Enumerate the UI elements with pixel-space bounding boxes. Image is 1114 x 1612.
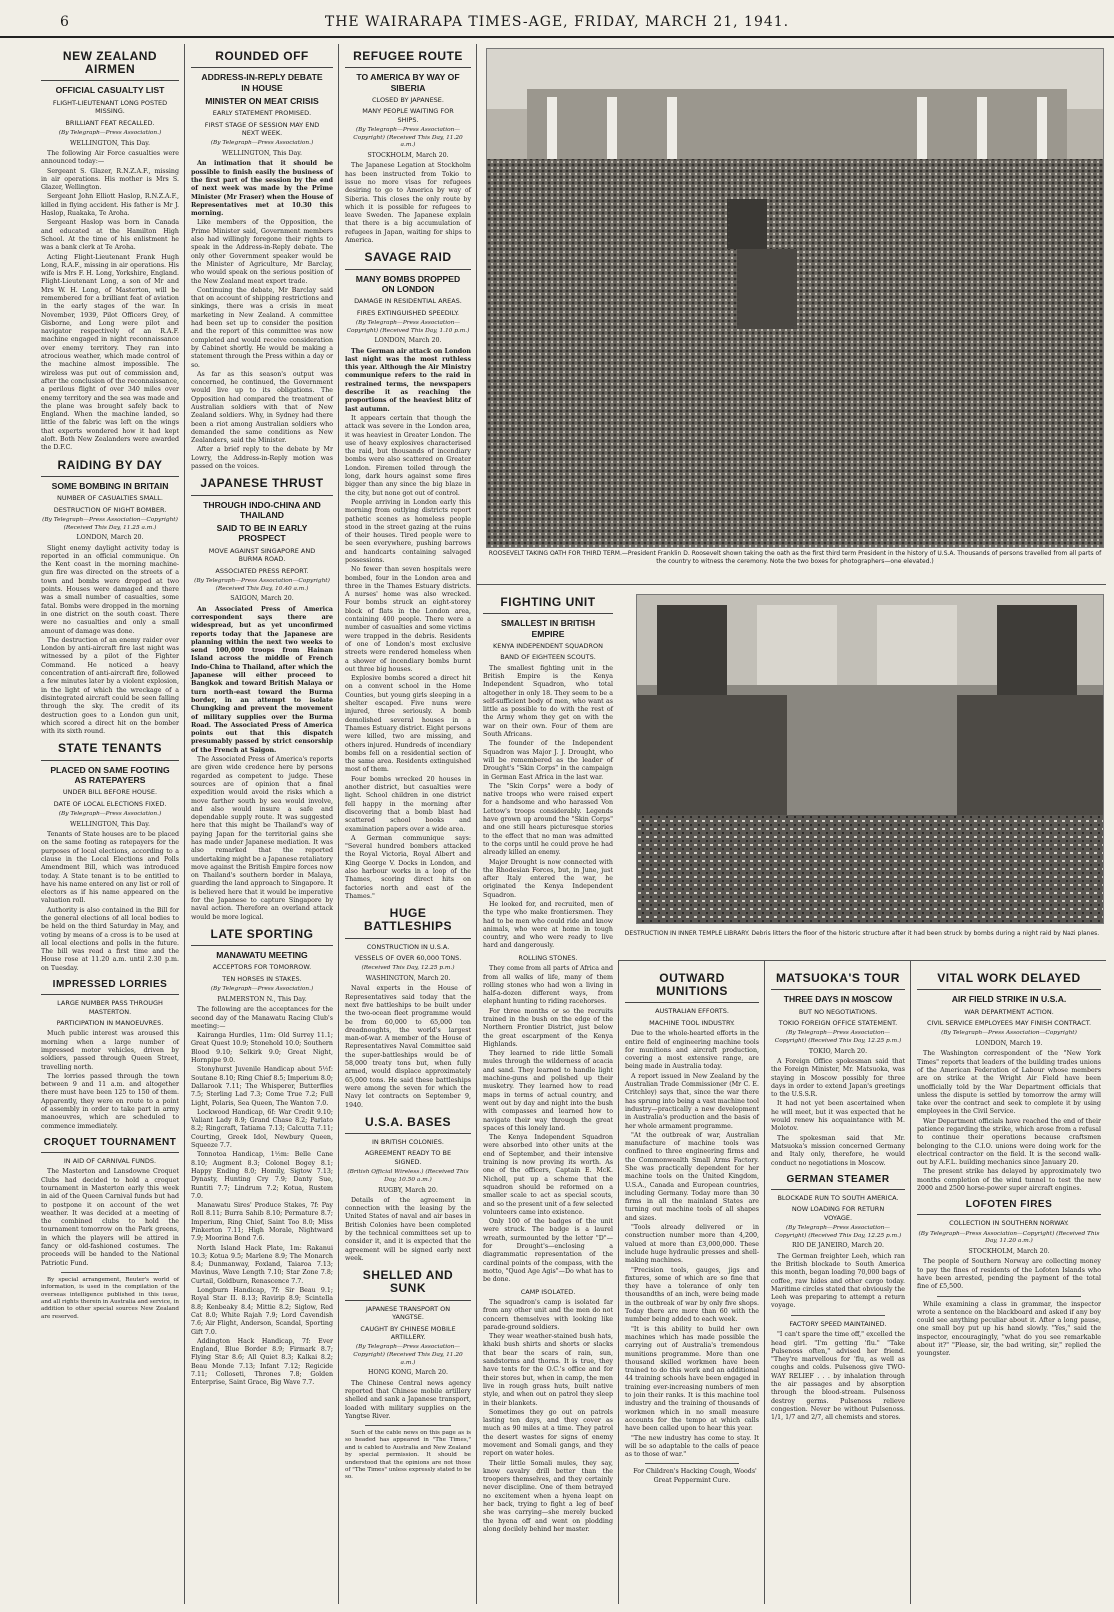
headline-state-tenants: STATE TENANTS	[41, 742, 179, 760]
subhead: SMALLEST IN BRITISH EMPIRE	[500, 618, 596, 639]
subhead: FIRES EXTINGUISHED SPEEDILY.	[356, 308, 460, 317]
paragraph: A report issued in New Zealand by the Australian Trade Commissioner (Mr C. E. Critchley) says that, since the war there has sprung into being a vast machine tool industry—practically a new development in Australia's production and the basis of her whole armament programme.	[625, 1072, 759, 1130]
dateline: WELLINGTON, This Day.	[222, 150, 302, 158]
headline-japanese-thrust: JAPANESE THRUST	[191, 477, 333, 495]
subhead: JAPANESE TRANSPORT ON YANGTSE.	[365, 1304, 451, 1322]
paragraph: Addington Hack Handicap, 7f: Ever England, Blue Border 8.9; Firmark 8.7; Flying Star 8.6; All Quiet 8.3; Kalkai 8.2; Beau Monde 7.13; Infant 7.12; Regicide 7.11; Colloseti, Thrones 7.8; Golden Enterprise, Saint Grace, Big Wave 7.7.	[191, 1337, 333, 1387]
dateline-credit: (By Telegraph—Press Association—Copyright) (Received This Day, 12.25 p.m.)	[774, 1225, 902, 1239]
dateline: RIO DE JANEIRO, March 20.	[791, 1242, 885, 1250]
subhead: SAID TO BE IN EARLY PROSPECT	[216, 523, 308, 544]
paragraph: Lockwood Handicap, 6f: War Credit 9.10; Valiant Lady 8.9; Grand Chase 8.2; Parlato 8.2; Ringcraft, Tatiama 7.13; Calcutta 7.11; Courting, Greek Idol, Newbury Queen, Squeeze 7.7.	[191, 1108, 333, 1150]
dateline: RUGBY, March 20.	[378, 1186, 438, 1194]
photo-caption-temple-library: DESTRUCTION IN INNER TEMPLE LIBRARY. Debris litters the floor of the historic structure after it had been struck by bombs during a night raid by Nazi planes.	[624, 930, 1100, 937]
headline-outward-munitions: OUTWARD MUNITIONS	[625, 972, 759, 1003]
paragraph: After a brief reply to the debate by Mr Lowry, the Address-in-Reply motion was passed on the voices.	[191, 446, 333, 471]
temple-library-photo	[636, 594, 1104, 924]
subhead: UNDER BILL BEFORE HOUSE.	[62, 788, 158, 797]
paragraph: The destruction of an enemy raider over London by anti-aircraft fire last night was witnessed by a pilot of the Fighter Command. He noticed a heavy concentration of anti-aircraft fire, followed a few minutes later by a violent explosion, in the light of which the wreckage of a disintegrated aircraft could be seen falling through the sky. The credit of its destruction goes to a London gun unit, which scored a direct hit on the bomber with its sixth round.	[41, 636, 179, 736]
subhead: MOVE AGAINST SINGAPORE AND BURMA ROAD.	[208, 546, 316, 564]
paragraph: The smallest fighting unit in the British Empire is the Kenya Independent Squadron, who total altogether in only 18. They seem to be a self-sufficient body of men, who want as little as possible to do with the rest of the Army whom they get on with the war on their own. Four of them are South Africans.	[483, 664, 613, 739]
column-6	[766, 966, 910, 1604]
paragraph: Continuing the debate, Mr Barclay said that on account of shipping restrictions and sinkings, there was a crisis in meat marketing in New Zealand. A committee had been set up to consider the position and the report of this committee was now completed and would receive consideration by Cabinet shortly. He would be making a statement through the Press within a day or so.	[191, 286, 333, 369]
dateline-credit: (By Telegraph—Press Association—Copyright) (Received This Day, 11.20 a.m.)	[353, 127, 463, 149]
paragraph: Sergeant S. Glazer, R.N.Z.A.F., missing in air operations. His mother is Mrs S. Glazer, Wellington.	[41, 167, 179, 192]
column-rule	[618, 960, 619, 1604]
times-footnote: Such of the cable news on this page as is so headed has appeared in "The Times," and is cabled to Australia and New Zealand by special permission. It should be understood that the opinions are not those of "The Times" unless expressly stated to be so.	[345, 1430, 471, 1481]
subhead: MANAWATU MEETING	[216, 950, 308, 961]
lead-paragraph: The German air attack on London last night was the most ruthless this year. Although the Air Ministry communique refers to the raid in restrained terms, the newspapers describe it as reaching the proportions of the heaviest blitz of last autumn.	[345, 347, 471, 413]
column-rule	[338, 44, 339, 1604]
paragraph: The Masterton and Lansdowne Croquet Clubs had decided to hold a croquet tournament in Masterton early this week in aid of the Queen Carnival funds but had to postpone it on account of the wet weather. It was decided at a meeting of the combined clubs to hold the tournament tomorrow on the Park greens, in which the players will be attired in fancy or old-fashioned costumes. The proceeds will be handed to the National Patriotic Fund.	[41, 1168, 179, 1267]
paragraph: Explosive bombs scored a direct hit on a convent school in the Home Counties, but young girls sleeping in a shelter escaped. Five nuns were injured, three seriously. A bomb demolished several houses in a Thames Estuary district. Eight persons were killed, two are missing, and others injured. Hundreds of incendiary bombs fell on a residential section of the same area. Residents extinguished most of them.	[345, 675, 471, 774]
headline-rounded-off: ROUNDED OFF	[191, 50, 333, 68]
subhead: FACTORY SPEED MAINTAINED.	[789, 1319, 887, 1328]
paragraph: Much public interest was aroused this morning when a large number of impressed motor vehicles, driven by soldiers, passed through Queen Street, travelling north.	[41, 1030, 179, 1071]
paragraph: Their little Somali mules, they say, know cavalry drill better than the troopers themselves, and they certainly never discipline. One of them betrayed no excitement when a hyena leapt on her back, trying to fight a leg of beef she was carrying—she merely bucked the hyena off and went on plodding along docilely behind her master.	[483, 1459, 613, 1533]
dateline-credit: (By Telegraph—Press Association—Copyright) (Received This Day, 12.25 p.m.)	[774, 1030, 902, 1045]
paragraph: Tenants of State houses are to be placed on the same footing as ratepayers for the purposes of local elections, according to a clause in the Local Elections and Polls Amendment Bill, which was introduced today. A State tenant is to be entitled to have his name entered on any list or roll of electors as if his name appeared on the valuation roll.	[41, 831, 179, 905]
dateline-credit: (By Telegraph—Press Association—Copyright) (Received This Day, 11.20 a.m.)	[353, 1344, 463, 1366]
headline-croquet-tournament: CROQUET TOURNAMENT	[41, 1137, 179, 1153]
subhead: ASSOCIATED PRESS REPORT.	[215, 566, 309, 575]
paragraph: The people of Southern Norway are collecting money to pay the fines of residents of the Lofoten Islands who have been arrested, pending the payment of the total fine of £5,500.	[917, 1258, 1101, 1291]
paragraph: A Foreign Office spokesman said that the Foreign Minister, Mr. Matsuoka, was staying in Moscow possibly for three days in order to extend Japan's greetings to the U.S.S.R.	[771, 1057, 905, 1099]
headline-matsuokas-tour: MATSUOKA'S TOUR	[771, 972, 905, 990]
paragraph: The present strike has delayed by approximately two months completion of the wind tunnel to test the new 2000 and 2500 horse-power super aircraft engines.	[917, 1168, 1101, 1193]
subhead: CIVIL SERVICE EMPLOYEES MAY FINISH CONTRACT.	[926, 1018, 1092, 1027]
paragraph: Tonnotoa Handicap, 1½m: Belle Cane 8.10; Augment 8.3; Colonel Bogey 8.1; Happy Ending 8.0; Homily, Sigtow 7.13; Dynasty, Hunting Cry 7.9; Danty Sue, Runtiti 7.7; Lindrum 7.2; Kotua, Rustem 7.0.	[191, 1151, 333, 1200]
paragraph: Kairanga Hurdles, 11m: Old Surrey 11.1; Great Quest 10.9; Stonehold 10.0; Southern Blood 9.10; Selkirk 9.0; Great Night, Hornpipe 9.0.	[191, 1032, 333, 1065]
dateline-credit: (By Telegraph—Press Association.)	[58, 811, 162, 818]
subhead: FLIGHT-LIEUTENANT LONG POSTED MISSING.	[52, 98, 168, 116]
lead-paragraph: An Associated Press of America correspondent says there are widespread, but as yet unconfirmed reports today that the Japanese are planning within the next two weeks to send 100,000 troops from Hainan Island across the middle of French Indo-China to Thailand, after which the Japanese will either proceed to Bangkok and toward British Malaya or turn north-east toward the Burma border, in an attempt to isolate Chungking and prevent the movement of military supplies over the Burma Road. The Associated Press of America points out that this dispatch presumably passed by strict censorship of the French at Saigon.	[191, 605, 333, 754]
column-rule	[476, 44, 477, 1604]
masthead	[0, 0, 1114, 38]
headline-shelled-and-sunk: SHELLED AND SUNK	[345, 1269, 471, 1300]
subhead: MACHINE TOOL INDUSTRY.	[649, 1018, 735, 1027]
dateline: WELLINGTON, This Day.	[70, 820, 150, 828]
filler-anecdote: While examining a class in grammar, the inspector wrote a sentence on the blackboard and asked if any boy could see anything peculiar about it. After a long pause, one small boy put up his hand slowly. "Yes," said the inspector, encouragingly, "what do you see remarkable about it?" "Please, sir, the bad writing, sir," replied the youngster.	[917, 1300, 1101, 1358]
dateline-credit: (By Telegraph—Press Association—Copyright) (Received This Day, 10.40 a.m.)	[194, 578, 330, 592]
dateline-credit: (By Telegraph—Press Association.)	[210, 986, 314, 993]
paragraph: Stonyhurst Juvenile Handicap about 5½f: Soutane 8.10; Ring Chief 8.5; Imperium 8.0; Dallarook 7.11; The Whisperer, Butterflies 7.5; Sterling Lad 7.3; Come True 7.2; Full Light, Polaris, Sea Queen, The Wanton 7.0.	[191, 1066, 333, 1107]
paragraph: The spokesman said that Mr. Matsuoka's mission concerned Germany and Italy only, therefore, he would conduct no negotiations in Moscow.	[771, 1134, 905, 1167]
column-4	[478, 590, 618, 1604]
dateline-credit: (By Telegraph—Press Association—Copyright) (Received This Day, 11.25 a.m.)	[42, 517, 178, 531]
headline-raiding-by-day: RAIDING BY DAY	[41, 459, 179, 477]
dateline: SAIGON, March 20.	[230, 595, 294, 603]
paragraph: No fewer than seven hospitals were bombed, four in the London area and three in the Thames Estuary districts. A nurses' home was also wrecked. Four bombs struck an eight-storey block of flats in the London area, containing 400 people. There were a number of casualties and some victims were trapped in the debris. Residents of one of London's most exclusive streets were rendered homeless when a shower of incendiary bombs burnt out three big houses.	[345, 566, 471, 673]
subhead: BUT NO NEGOTIATIONS.	[798, 1007, 878, 1016]
subhead: AIR FIELD STRIKE IN U.S.A.	[951, 994, 1067, 1005]
subhead: IN AID OF CARNIVAL FUNDS.	[63, 1156, 157, 1165]
subhead: AGREEMENT READY TO BE SIGNED.	[364, 1149, 452, 1166]
lead-paragraph: An intimation that it should be possible to finish easily the business of the first part of the session by the end of next week was made by the Prime Minister (Mr Fraser) when the House of Representatives met at 10.30 this morning.	[191, 160, 333, 218]
column-rule	[184, 44, 185, 1604]
paragraph: "The new industry has come to stay. It will be so adaptable to the calls of peace as to those of war."	[625, 1434, 759, 1459]
headline-huge-battleships: HUGE BATTLESHIPS	[345, 907, 471, 938]
column-rule	[910, 960, 911, 1604]
paragraph: The lorries passed through the town between 9 and 11 a.m. and altogether there must have been 125 to 150 of them. Apparently, they were en route to a point of assembly in order to take part in army manoeuvres, which are scheduled to commence immediately.	[41, 1072, 179, 1130]
paragraph: "It is this ability to build her own machines which has made possible the carrying out of Australia's tremendous munitions programme. More than one thousand skilled workmen have been trained to do this work and an additional 44 training schools have been engaged in training ever-increasing numbers of men to join their ranks. It is this machine tool industry and the training of thousands of workmen which in no small measure accounts for the tempo at which calls have been called upon to hear this year.	[625, 1325, 759, 1433]
subhead: ROLLING STONES.	[518, 953, 578, 962]
subhead: CLOSED BY JAPANESE.	[372, 95, 444, 104]
paragraph: For three months or so the recruits trained in the bush on the edge of the Northern Frontier District, just below the great escarpment of the Kenya Highlands.	[483, 1007, 613, 1048]
headline-lofoten-fires: LOFOTEN FIRES	[917, 1199, 1101, 1215]
paragraph: Due to the whole-hearted efforts in the entire field of engineering machine tools for munitions and aircraft production, covering a most extensive range, are being made in Australia today.	[625, 1030, 759, 1071]
paragraph: It appears certain that though the attack was severe in the London area, it was heaviest in Greater London. The use of heavy explosives characterised the raid, but thousands of incendiary bombs were also scattered on Greater London. Firemen toiled through the long, dark hours against some fires bigger than any since the big blaze in the city, but none got out of control.	[345, 414, 471, 497]
column-2	[186, 44, 338, 1604]
subhead: CAMP ISOLATED.	[520, 1287, 576, 1296]
subhead: MANY PEOPLE WAITING FOR SHIPS.	[362, 107, 454, 124]
paragraph: Sergeant John Elliott Haslop, R.N.Z.A.F., killed in flying accident. His father is Mr J. Haslop, Ruakaka, Te Aroha.	[41, 193, 179, 218]
subhead: COLLECTION IN SOUTHERN NORWAY.	[949, 1219, 1069, 1228]
subhead: PLACED ON SAME FOOTING AS RATEPAYERS	[50, 764, 170, 785]
subhead: TOKIO FOREIGN OFFICE STATEMENT.	[778, 1018, 898, 1027]
column-5	[620, 966, 764, 1604]
advertisement-paragraph: "I can't spare the time off," excelled the head girl. "I'm getting 'flu." "Take Pulsenoss often," advised her friend. "They're marvellous for 'flu, as well as coughs and colds. Pulsenoss give TWO-WAY RELIEF . . . by inhalation through the air passages and by absorption through the blood-stream. Pulsenoss destroy germs. Pulsenoss relieve congestion. Never be without Pulsenoss. 1/1, 1/7 and 2/7, all chemists and stores.	[771, 1331, 905, 1422]
subhead: EARLY STATEMENT PROMISED.	[212, 109, 312, 118]
divider	[645, 1463, 739, 1464]
paragraph: The Chinese Central news agency reported that Chinese mobile artillery shelled and sank a Japanese transport, loaded with military supplies on the Yangtse River.	[345, 1379, 471, 1420]
paragraph: Slight enemy daylight activity today is reported in an official communique. On the Kent coast in the morning machine-gun fire was directed on the streets of a town and bombs were dropped at two points. Houses were damaged and there was a small number of casualties, some fatal. Bombs were dropped in the morning in one district on the south coast. There were no casualties and only a small amount of damage was done.	[41, 544, 179, 635]
divider	[791, 1315, 885, 1316]
dateline-credit: (By Telegraph—Press Association—Copyright) (Received This Day, 11.20 a.m.)	[918, 1230, 1100, 1245]
subhead: PARTICIPATION IN MANOEUVRES.	[56, 1018, 164, 1027]
divider	[61, 1272, 159, 1273]
subhead: AUSTRALIAN EFFORTS.	[655, 1007, 729, 1016]
dateline: STOCKHOLM, March 20.	[367, 152, 449, 160]
subhead: IN BRITISH COLONIES.	[372, 1138, 444, 1146]
paragraph: The following are the acceptances for the second day of the Manawatu Racing Club's meeting:—	[191, 1006, 333, 1030]
newspaper-title: THE WAIRARAPA TIMES-AGE, FRIDAY, MARCH 21, 1941.	[324, 14, 790, 30]
subhead: LARGE NUMBER PASS THROUGH MASTERTON.	[57, 999, 163, 1016]
divider	[937, 1296, 1081, 1297]
paragraph: Manawatu Sires' Produce Stakes, 7f: Pay Roll 8.11; Burra Sahib 8.10; Permature 8.7; Imperium, Ring Chief, Saint Too 8.0; Miss Pinkerton 7.11; High Morale, Nightward 7.9; Moorina Bond 7.6.	[191, 1202, 333, 1243]
paragraph: The Kenya Independent Squadron were absorbed into other units at the end of September, and their intensive training is now proving its worth. As one of the officers, Captain E. McK. Nicholl, put up a scheme that the squadron should be reformed on a smaller scale to act as special scouts, and so the present unit of a few selected volunteers came into existence.	[483, 1134, 613, 1216]
paragraph: The founder of the Independent Squadron was Major J. J. Drought, who will be remembered as the leader of Drought's "Skin Corps" in the campaign in German East Africa in the last war.	[483, 740, 613, 781]
dateline: TOKIO, March 20.	[808, 1047, 868, 1055]
photo-caption-roosevelt: ROOSEVELT TAKING OATH FOR THIRD TERM.—President Franklin D. Roosevelt shown taking the oath as the first third term President in the history of U.S.A. Thousands of persons travelled from all parts of the country to witness the ceremony. Note the two boxes for photographers—one elevated.)	[488, 550, 1102, 565]
subhead: TEN HORSES IN STAKES.	[222, 974, 302, 983]
page-number: 6	[60, 14, 69, 30]
subhead: KENYA INDEPENDENT SQUADRON	[493, 641, 603, 650]
paragraph: "At the outbreak of war, Australian manufacture of machine tools was confined to three engineering firms and the Commonwealth Small Arms Factory. She was practically dependent for her machine tools on the United Kingdom, U.S.A., Canada and European countries, including Germany. Today more than 30 firms in all the mainland States are turning out machine tools of all shapes and sizes.	[625, 1131, 759, 1222]
roosevelt-inauguration-photo	[486, 48, 1104, 548]
headline-german-steamer: GERMAN STEAMER	[771, 1174, 905, 1190]
paragraph: Longburn Handicap, 7f: Sir Beau 9.1; Royal Star II. 8.13; Ravirip 8.9; Scintella 8.8; Kenbeaky 8.4; Mittie 8.2; Siglow, Red Cat 8.0; White Rajah 7.9; Lord Cavendish 7.6; Air Flight, Anderson, Scandal, Sporting Gift 7.0.	[191, 1287, 333, 1336]
subhead: FIRST STAGE OF SESSION MAY END NEXT WEEK.	[204, 120, 320, 137]
paragraph: A German communique says: "Several hundred bombers attacked the Royal Victoria, Royal Albert and King George V. Docks in London, and also harbour works in a loop of the Thames, scoring direct hits on factories north and east of the Thames."	[345, 834, 471, 900]
paragraph: "Precision tools, gauges, jigs and fixtures, some of which are so fine that they have a tolerance of only ten thousandths of an inch, were being made in the outbreak of war by only five shops. Today there are more than 60 with the number being added to each week.	[625, 1266, 759, 1324]
dateline: LONDON, March 20.	[76, 534, 144, 542]
subhead: SOME BOMBING IN BRITAIN	[51, 480, 169, 491]
section-rule	[476, 584, 1106, 585]
subhead: VESSELS OF OVER 60,000 TONS.	[354, 953, 462, 962]
paragraph: He looked for, and recruited, men of the type who make frontiersmen. They had to be men who could ride and know animals, who were at home in tough country, and who were ready to live hard and dangerously.	[483, 901, 613, 950]
dateline-credit: (British Official Wireless.) (Received This Day, 10.50 a.m.)	[347, 1169, 469, 1183]
subhead: ACCEPTORS FOR TOMORROW.	[212, 963, 312, 972]
paragraph: Major Drought is now connected with the Rhodesian Forces, but, in June, just after Italy entered the war, he originated the Kenya Independent Squadron.	[483, 858, 613, 899]
subhead: WAR DEPARTMENT ACTION.	[964, 1007, 1054, 1016]
dateline: WELLINGTON, This Day.	[70, 139, 150, 147]
dateline: HONG KONG, March 20.	[367, 1369, 449, 1377]
dateline: LONDON, March 20.	[374, 337, 442, 345]
headline-nz-airmen: NEW ZEALAND AIRMEN	[41, 50, 179, 81]
library-ruins-illustration	[637, 595, 1104, 924]
paragraph: War Department officials have reached the end of their patience regarding the strike, which arose from a refusal to continue their operations because craftsmen belonging to the C.I.O. unions were doing work for the electrical contractor on the field. It is the second walk-out by A.F.L. building mechanics since January 20.	[917, 1117, 1101, 1167]
subhead: BLOCKADE RUN TO SOUTH AMERICA.	[777, 1193, 899, 1202]
column-7	[912, 966, 1106, 1604]
subhead: OFFICIAL CASUALTY LIST	[55, 85, 165, 96]
subhead: BRILLIANT FEAT RECALLED.	[65, 118, 155, 127]
paragraph: Acting Flight-Lieutenant Frank Hugh Long, R.A.F., missing in air operations. His wife is Mrs F. H. Long, Yorkshire, England. Flight-Lieutenant Long, a son of Mr and Mrs W. H. Long, of Masterton, will be remembered for a brilliant feat of aviation in the early stages of the war. In November, 1939, Pilot Officers Grey, of Gisborne, and Long were pilot and navigator respectively of an R.A.F. machine engaged in night reconnaissance over enemy territory. They ran into atrocious weather, which made control of the machine almost impossible. The wireless was put out of commission and, after the conclusion of the reconnaissance, a perilous flight of over 340 miles over enemy territory and the sea was made and the plane was brought safely back to England. When the machine landed, so little of the fabric was left on the wings that experts wondered how it had kept aloft. Both New Zealanders were awarded the D.F.C.	[41, 253, 179, 452]
paragraph: Only 100 of the badges of the unit were struck. The badge is a laurel wreath, surmounted by the letter "D"—for Drought's—enclosing a diagrammatic representation of the cardinal points of the compass, with the motto, "Quod Age Agis"—Do what has to be done.	[483, 1218, 613, 1284]
paragraph: The German freighter Leeh, which ran the British blockade to South America this month, began loading 70,000 bags of coffee, raw hides and other cargo today. Maritime circles stated that obviously the Leeh was preparing to attempt a return voyage.	[771, 1252, 905, 1310]
subhead: DAMAGE IN RESIDENTIAL AREAS.	[354, 297, 462, 306]
column-3	[340, 44, 476, 1604]
subhead: TO AMERICA BY WAY OF SIBERIA	[356, 72, 460, 93]
subhead: NUMBER OF CASUALTIES SMALL.	[56, 494, 163, 503]
paragraph: Four bombs wrecked 20 houses in another district, but casualties were light. School children in one district fell happy in the morning after discovering that a bomb blast had scattered school books and examination papers over a wide area.	[345, 775, 471, 833]
paragraph: The Associated Press of America's reports are given wide credence here by persons regarded as competent to judge. These sources are of opinion that a final expedition would avoid the risks which a move farther south by sea would involve, and also would insure a safe and dependable supply route. It was suggested here that this might be Thailand's way of paying Japan for the territorial gains she has made under Japanese mediation. It was also remarked that the reported undertaking might be a Japanese retaliatory move against the British Empire forces now on Thailand's southern border in Malaya, guarding the land approach to Singapore. It is believed here that it would be imperative for the Japanese to capture Singapore by naval action. Therefore an overland attack would be more logical.	[191, 756, 333, 921]
subhead: CAUGHT BY CHINESE MOBILE ARTILLERY.	[360, 1324, 456, 1341]
subhead: MINISTER ON MEAT CRISIS	[205, 95, 319, 106]
section-rule	[618, 960, 1106, 961]
paragraph: Authority is also contained in the Bill for the general elections of all local bodies to be held on the third Saturday in May, and voting by means of a cross is to be used at all local elections and polls in the future. The bill was read a first time and the House rose at 11.20 a.m. until 2.30 p.m. on Tuesday.	[41, 906, 179, 972]
dateline-credit: (By Telegraph—Press Association—Copyright)	[941, 1030, 1077, 1037]
dateline-credit: (By Telegraph—Press Association—Copyright) (Received This Day, 1.10 p.m.)	[346, 320, 470, 334]
paragraph: "Tools already delivered or in construction number more than 4,200, valued at more than £3,000,000. These include huge hydraulic presses and shell-making machines.	[625, 1224, 759, 1265]
paragraph: Like members of the Opposition, the Prime Minister said, Government members also had willingly foregone their rights to speak in the Address-in-Reply debate. The only other Government speaker would be the Minister of Agriculture, Mr Barclay, who would speak on the serious position of the New Zealand meat export trade.	[191, 219, 333, 285]
paragraph: They come from all parts of Africa and from all walks of life, many of them rolling stones who had won a living in half-a-dozen different ways, from elephant hunting to riding racehorses.	[483, 965, 613, 1006]
paragraph: Sergeant Haslop was born in Canada and educated at the Hamilton High School. At the time of his enlistment he was a bank clerk at Te Aroha.	[41, 219, 179, 252]
divider	[365, 1425, 451, 1426]
headline-refugee-route: REFUGEE ROUTE	[345, 50, 471, 68]
paragraph: They learned to ride little Somali mules through the wilderness of acacia and sand. They learned to handle light machine-guns and polished up their musketry. They learned how to read maps in terms of actual country, and went out by day and night into the bush with compasses and learned how to navigate their way through the great spaces of this lonely land.	[483, 1050, 613, 1132]
dateline-credit: (By Telegraph—Press Association.)	[58, 130, 162, 136]
dateline: WASHINGTON, March 20.	[365, 975, 451, 983]
paragraph: It had not yet been ascertained when he will meet, but it was expected that he would renew his acquaintance with M. Molotov.	[771, 1100, 905, 1133]
advertisement: For Children's Hacking Cough, Woods' Great Peppermint Cure.	[633, 1468, 757, 1484]
dateline-credit: (By Telegraph—Press Association.)	[210, 140, 314, 147]
subhead: MANY BOMBS DROPPED ON LONDON	[355, 273, 461, 294]
dateline: STOCKHOLM, March 20.	[968, 1248, 1050, 1256]
column-rule	[764, 960, 765, 1604]
subhead: NOW LOADING FOR RETURN VOYAGE.	[791, 1205, 885, 1222]
subhead: DESTRUCTION OF NIGHT BOMBER.	[53, 505, 167, 514]
paragraph: North Island Hack Plate, 1m: Rakanui 10.3; Kotua 9.5; Marlene 8.9; The Monarch 8.4; Dunmanway, Foxland, Taiaroa 7.13; Mavinus, Wave Length 7.10; Star Zone 7.8; Curtail, Goldburn, Renascence 7.7.	[191, 1244, 333, 1285]
column-1	[36, 44, 184, 1604]
headline-vital-work-delayed: VITAL WORK DELAYED	[917, 972, 1101, 990]
subhead: CONSTRUCTION IN U.S.A.	[366, 942, 450, 951]
subhead: ADDRESS-IN-REPLY DEBATE IN HOUSE	[201, 72, 323, 93]
paragraph: The Japanese Legation at Stockholm has been instructed from Tokio to issue no more visas for refugees desiring to go to America by way of Siberia. This closes the only route by which it is possible for refugees to leave Sweden. The Japanese explain that there is a big accumulation of refugees in Japan, waiting for ships to America.	[345, 162, 471, 245]
dateline: PALMERSTON N., This Day.	[217, 995, 307, 1003]
dateline-credit: (Received This Day, 12.25 p.m.)	[361, 965, 455, 972]
subhead: THREE DAYS IN MOSCOW	[783, 994, 893, 1005]
paragraph: As far as this season's output was concerned, he continued, the Government would live up to its obligations. The Opposition had compared the treatment of Australian soldiers with that of New Zealand soldiers. Why, in Sydney had there been a riot among Australian soldiers who demanded the same conditions as New Zealanders, said the Minister.	[191, 370, 333, 445]
reuters-footnote: By special arrangement, Reuter's world of information, is used in the compilation of the overseas intelligence published in this issue, and all rights therein in Australia and service, in addition to other special sources New Zealand are reserved.	[41, 1276, 179, 1320]
crowd-photo-illustration	[487, 49, 1104, 548]
subhead: THROUGH INDO-CHINA AND THAILAND	[203, 499, 321, 520]
subhead: BAND OF EIGHTEEN SCOUTS.	[500, 653, 596, 662]
paragraph: People arriving in London early this morning from outlying districts report pathetic scenes as homeless people stood in the street gazing at the ruins of their houses. Tired people were to be seen everywhere, pushing barrows and handcarts containing salvaged possessions.	[345, 498, 471, 564]
headline-late-sporting: LATE SPORTING	[191, 928, 333, 946]
headline-savage-raid: SAVAGE RAID	[345, 251, 471, 269]
paragraph: Sometimes they go out on patrols lasting ten days, and they cover as much as 90 miles at a time. They patrol the desert wastes for signs of enemy movement and Somali gangs, and they report on water holes.	[483, 1408, 613, 1458]
paragraph: The following Air Force casualties were announced today:—	[41, 149, 179, 166]
paragraph: The "Skin Corps" were a body of native troops who were raised expert for a handsome and who harassed Von Lettow's troops considerably. Legends have grown up around the "Skin Corps" and one still hears picturesque stories to the effect that no man was admitted to the corps until he could prove he had already killed an enemy.	[483, 782, 613, 857]
headline-impressed-lorries: IMPRESSED LORRIES	[41, 979, 179, 995]
headline-usa-bases: U.S.A. BASES	[345, 1116, 471, 1134]
paragraph: The Washington correspondent of the "New York Times" reports that leaders of the building trades unions of the American Federation of Labour whose members are on strike at the Wright Air Field have been unofficially told by the War Department officials that unless the dispute is settled by tomorrow the army will take over the contract and seek to complete it by using employees in the Civil Service.	[917, 1050, 1101, 1116]
subhead: DATE OF LOCAL ELECTIONS FIXED.	[53, 799, 167, 808]
dateline: LONDON, March 19.	[975, 1040, 1043, 1048]
paragraph: They wear weather-stained bush hats, khaki bush shirts and shorts or slacks that bear the scars of rain, sun, sandstorms and thorns. It is true, they have tents for the O.C.'s office and for their stores but, when in camp, the men live in rough grass huts, built native style, and when out on patrol they sleep in their blankets.	[483, 1333, 613, 1407]
headline-fighting-unit: FIGHTING UNIT	[483, 596, 613, 614]
paragraph: The squadron's camp is isolated far from any other unit and the men do not concern themselves with looking like parade-ground soldiers.	[483, 1298, 613, 1331]
paragraph: Details of the agreement in connection with the leasing by the United States of naval and air bases in British Colonies have been completed by the technical committees set up to consider it, and it is expected that the agreement will be signed early next week.	[345, 1196, 471, 1262]
paragraph: Naval experts in the House of Representatives said today that the next five battleships to be built under the two-ocean fleet programme would be from 60,000 to 65,000 ton dreadnoughts, the world's largest man-of-war. A member of the House of Representatives Naval Committee said the super-battleships would be of 58,000 treaty tons but, when fully armed, would displace approximately 65,000 tons. He said these battleships were among the seven for which the Navy let contracts on September 9, 1940.	[345, 985, 471, 1109]
